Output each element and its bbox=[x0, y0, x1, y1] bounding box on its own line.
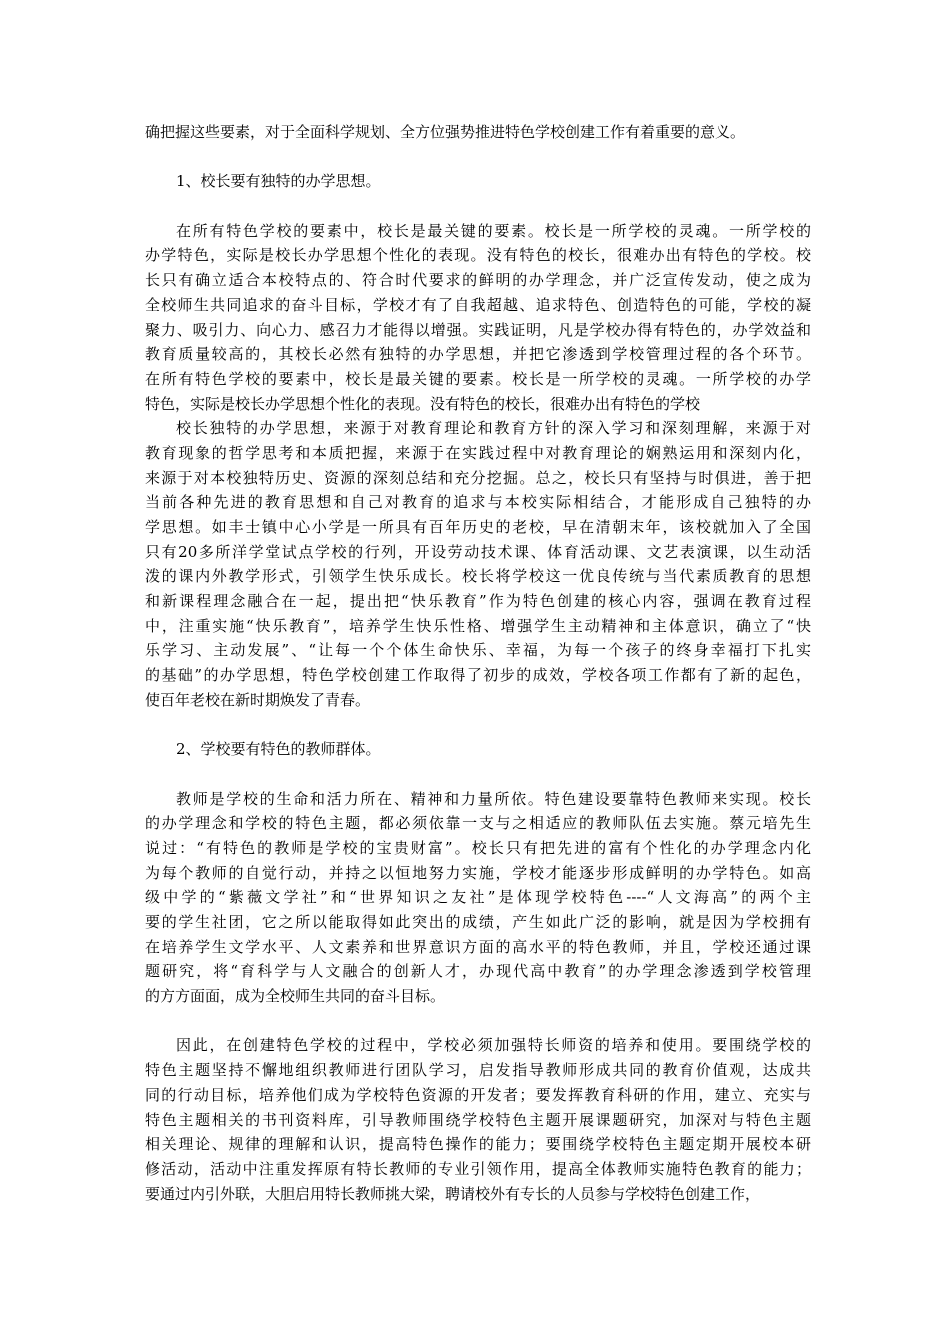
paragraph-spacer bbox=[145, 194, 811, 219]
text-line: 的办学理念和学校的特色主题，都必须依靠一支与之相适应的教师队伍去实施。蔡元培先生 bbox=[145, 814, 811, 833]
text-line: 相关理论、规律的理解和认识，提高特色操作的能力；要围绕学校特色主题定期开展校本研 bbox=[145, 1135, 811, 1154]
paragraph-spacer bbox=[145, 1009, 811, 1034]
text-line: 来源于对本校独特历史、资源的深刻总结和充分挖掘。总之，校长只有坚持与时俱进，善于把 bbox=[145, 468, 811, 487]
text-line: 学思想。如丰士镇中心小学是一所具有百年历史的老校，早在清朝末年，该校就加入了全国 bbox=[145, 518, 811, 536]
text-line: 在所有特色学校的要素中，校长是最关键的要素。校长是一所学校的灵魂。一所学校的 bbox=[176, 221, 811, 240]
text-line: 泼的课内外教学形式，引领学生快乐成长。校长将学校这一优良传统与当代素质教育的思想 bbox=[145, 567, 811, 586]
text-line: 在所有特色学校的要素中，校长是最关键的要素。校长是一所学校的灵魂。一所学校的办学 bbox=[145, 369, 811, 388]
section-heading bbox=[145, 169, 811, 194]
text-line: 办学特色，实际是校长办学思想个性化的表现。没有特色的校长，很难办出有特色的学校。校 bbox=[145, 246, 811, 265]
text-line: 只有20多所洋学堂试点学校的行列，开设劳动技术课、体育活动课、文艺表演课，以生动活 bbox=[145, 542, 811, 561]
text-line: 修活动，活动中注重发挥原有特长教师的专业引领作用，提高全体教师实施特色教育的能力； bbox=[145, 1159, 811, 1178]
text-line: 2、学校要有特色的教师群体。 bbox=[176, 740, 381, 759]
paragraph-spacer bbox=[145, 713, 811, 738]
text-line: 说过：“有特色的教师是学校的宝贵财富”。校长只有把先进的富有个性化的办学理念内化 bbox=[145, 838, 811, 857]
paragraph bbox=[145, 787, 811, 1009]
text-line: 同的行动目标，培养他们成为学校特色资源的开发者；要发挥教育科研的作用，建立、充实与 bbox=[145, 1085, 811, 1104]
section-heading bbox=[145, 737, 811, 762]
paragraph bbox=[145, 120, 811, 145]
text-line: 中，注重实施“快乐教育”，培养学生快乐性格、增强学生主动精神和主体意识，确立了“快 bbox=[145, 616, 811, 635]
text-line: 要的学生社团，它之所以能取得如此突出的成绩，产生如此广泛的影响，就是因为学校拥有 bbox=[145, 913, 811, 931]
paragraph-spacer bbox=[145, 145, 811, 170]
text-line: 长只有确立适合本校特点的、符合时代要求的鲜明的办学理念，并广泛宣传发动，使之成为 bbox=[145, 271, 811, 290]
text-line: 全校师生共同追求的奋斗目标，学校才有了自我超越、追求特色、创造特色的可能，学校的凝 bbox=[145, 295, 811, 314]
text-line: 题研究，将“育科学与人文融合的创新人才，办现代高中教育”的办学理念渗透到学校管理 bbox=[145, 962, 811, 981]
text-line: 要通过内引外联，大胆启用特长教师挑大梁，聘请校外有专长的人员参与学校特色创建工作， bbox=[145, 1184, 761, 1203]
text-line: 聚力、吸引力、向心力、感召力才能得以增强。实践证明，凡是学校办得有特色的，办学效益和 bbox=[145, 320, 811, 339]
text-line: 确把握这些要素，对于全面科学规划、全方位强势推进特色学校创建工作有着重要的意义。 bbox=[145, 123, 746, 141]
text-line: 的基础”的办学思想，特色学校创建工作取得了初步的成效，学校各项工作都有了新的起色， bbox=[145, 666, 811, 685]
text-line: 乐学习、主动发展”、“让每一个个体生命快乐、幸福，为每一个孩子的终身幸福打下扎实 bbox=[145, 641, 811, 660]
text-line: 特色，实际是校长办学思想个性化的表现。没有特色的校长，很难办出有特色的学校 bbox=[145, 394, 701, 413]
text-line: 的方方面面，成为全校师生共同的奋斗目标。 bbox=[145, 987, 446, 1006]
text-line: 使百年老校在新时期焕发了青春。 bbox=[145, 690, 371, 709]
text-line: 级中学的“紫薇文学社”和“世界知识之友社”是体现学校特色----“人文海高”的两个主 bbox=[145, 888, 811, 907]
paragraph bbox=[145, 416, 811, 712]
text-line: 为每个教师的自觉行动，并持之以恒地努力实施，学校才能逐步形成鲜明的办学特色。如高 bbox=[145, 863, 811, 882]
paragraph-spacer bbox=[145, 762, 811, 787]
text-line: 教育现象的哲学思考和本质把握，来源于在实践过程中对教育理论的娴熟运用和深刻内化， bbox=[145, 443, 811, 462]
text-line: 特色主题相关的书刊资料库，引导教师围绕学校特色主题开展课题研究，加深对与特色主题 bbox=[145, 1110, 811, 1129]
text-line: 在培养学生文学水平、人文素养和世界意识方面的高水平的特色教师，并且，学校还通过课 bbox=[145, 937, 811, 956]
paragraph bbox=[145, 1033, 811, 1206]
text-line: 当前各种先进的教育思想和自己对教育的追求与本校实际相结合，才能形成自己独特的办 bbox=[145, 493, 811, 512]
text-line: 1、校长要有独特的办学思想。 bbox=[176, 172, 381, 191]
text-line: 和新课程理念融合在一起，提出把“快乐教育”作为特色创建的核心内容，强调在教育过程 bbox=[145, 592, 811, 611]
text-line: 教师是学校的生命和活力所在、精神和力量所依。特色建设要靠特色教师来实现。校长 bbox=[176, 789, 811, 808]
text-line: 特色主题坚持不懈地组织教师进行团队学习，启发指导教师形成共同的教育价值观，达成共 bbox=[145, 1061, 811, 1080]
text-line: 校长独特的办学思想，来源于对教育理论和教育方针的深入学习和深刻理解，来源于对 bbox=[176, 419, 811, 438]
document-page bbox=[145, 120, 811, 1206]
text-line: 教育质量较高的，其校长必然有独特的办学思想，并把它渗透到学校管理过程的各个环节。 bbox=[145, 345, 811, 364]
paragraph bbox=[145, 219, 811, 417]
text-line: 因此，在创建特色学校的过程中，学校必须加强特长师资的培养和使用。要围绕学校的 bbox=[176, 1036, 811, 1055]
